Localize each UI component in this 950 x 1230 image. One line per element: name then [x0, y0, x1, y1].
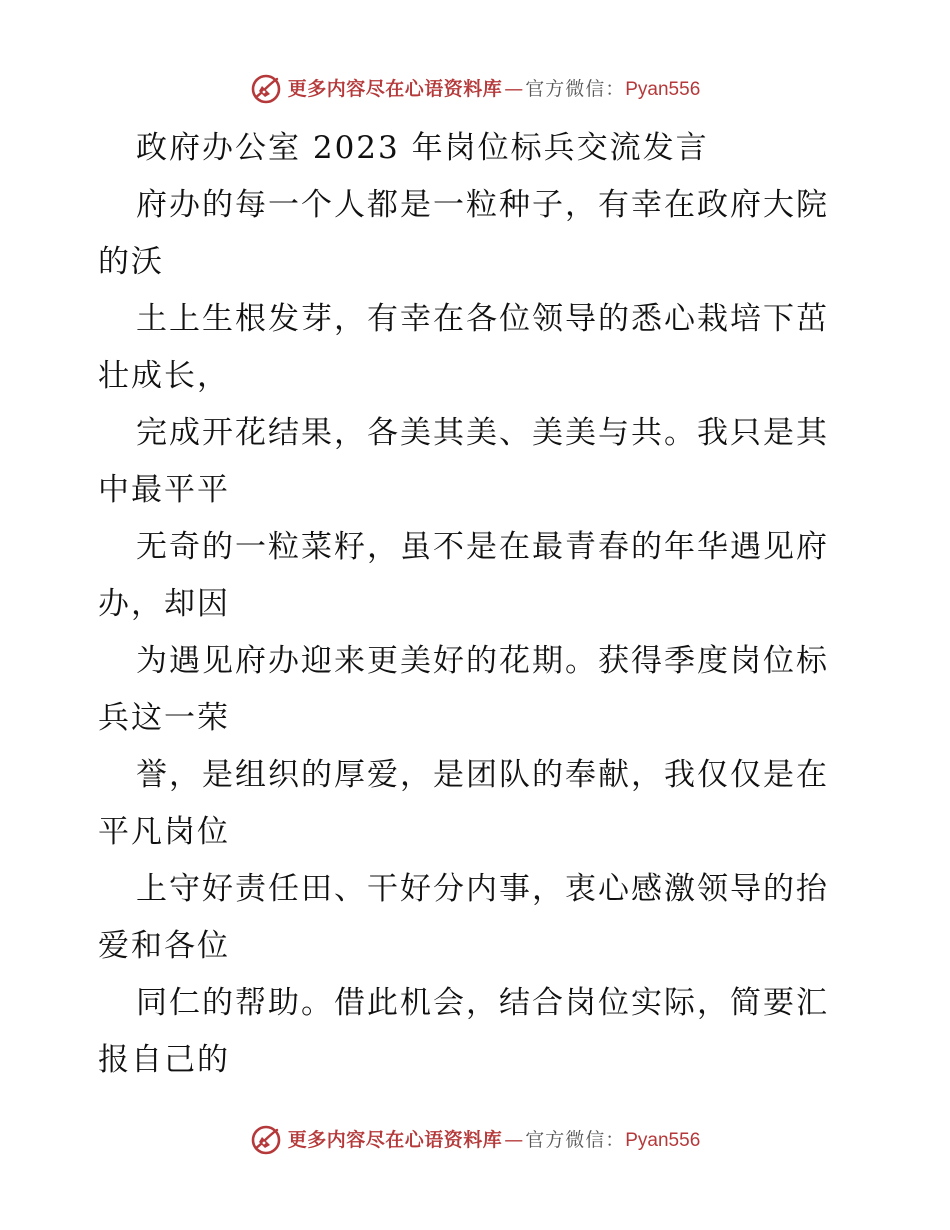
- text-line: 无奇的一粒菜籽，虽不是在最青春的年华遇见府: [136, 529, 829, 565]
- text-line: 中最平平: [98, 472, 230, 508]
- text-line: 办，却因: [98, 586, 230, 622]
- text-line: 爱和各位: [98, 928, 230, 964]
- text-line: 壮成长，: [98, 358, 230, 394]
- banner-text: [287, 77, 701, 100]
- banner-contact-id: Pyan556: [625, 1129, 701, 1151]
- text-line: 的沃: [98, 244, 164, 280]
- text-line: 同仁的帮助。借此机会，结合岗位实际，简要汇: [136, 985, 829, 1021]
- footer-banner: [0, 1120, 950, 1160]
- banner-separator: —: [504, 1128, 524, 1151]
- banner-contact-label: 官方微信：: [525, 77, 626, 100]
- text-line: 完成开花结果，各美其美、美美与共。我只是其: [136, 415, 829, 451]
- banner-contact-id: Pyan556: [625, 78, 701, 100]
- banner-separator: —: [504, 77, 524, 100]
- text-line: 平凡岗位: [98, 814, 230, 850]
- pen-nib-logo-icon: [250, 73, 282, 105]
- pen-nib-logo-icon: [250, 1124, 282, 1156]
- text-line: 誉，是组织的厚爱，是团队的奉献，我仅仅是在: [136, 757, 829, 793]
- text-line: 报自己的: [98, 1042, 230, 1078]
- text-line: 为遇见府办迎来更美好的花期。获得季度岗位标: [136, 643, 829, 679]
- text-line: 府办的每一个人都是一粒种子，有幸在政府大院: [136, 187, 829, 223]
- text-line: 土上生根发芽，有幸在各位领导的悉心栽培下茁: [136, 301, 829, 337]
- banner-contact-label: 官方微信：: [525, 1128, 626, 1151]
- banner-brand: 更多内容尽在心语资料库: [287, 77, 503, 100]
- document-body: [98, 120, 858, 1089]
- document-title: 政府办公室 2023 年岗位标兵交流发言: [136, 130, 709, 166]
- text-line: 上守好责任田、干好分内事，衷心感激领导的抬: [136, 871, 829, 907]
- banner-brand: 更多内容尽在心语资料库: [287, 1128, 503, 1151]
- banner-text: [287, 1128, 701, 1151]
- text-line: 兵这一荣: [98, 700, 230, 736]
- header-banner: [0, 69, 950, 109]
